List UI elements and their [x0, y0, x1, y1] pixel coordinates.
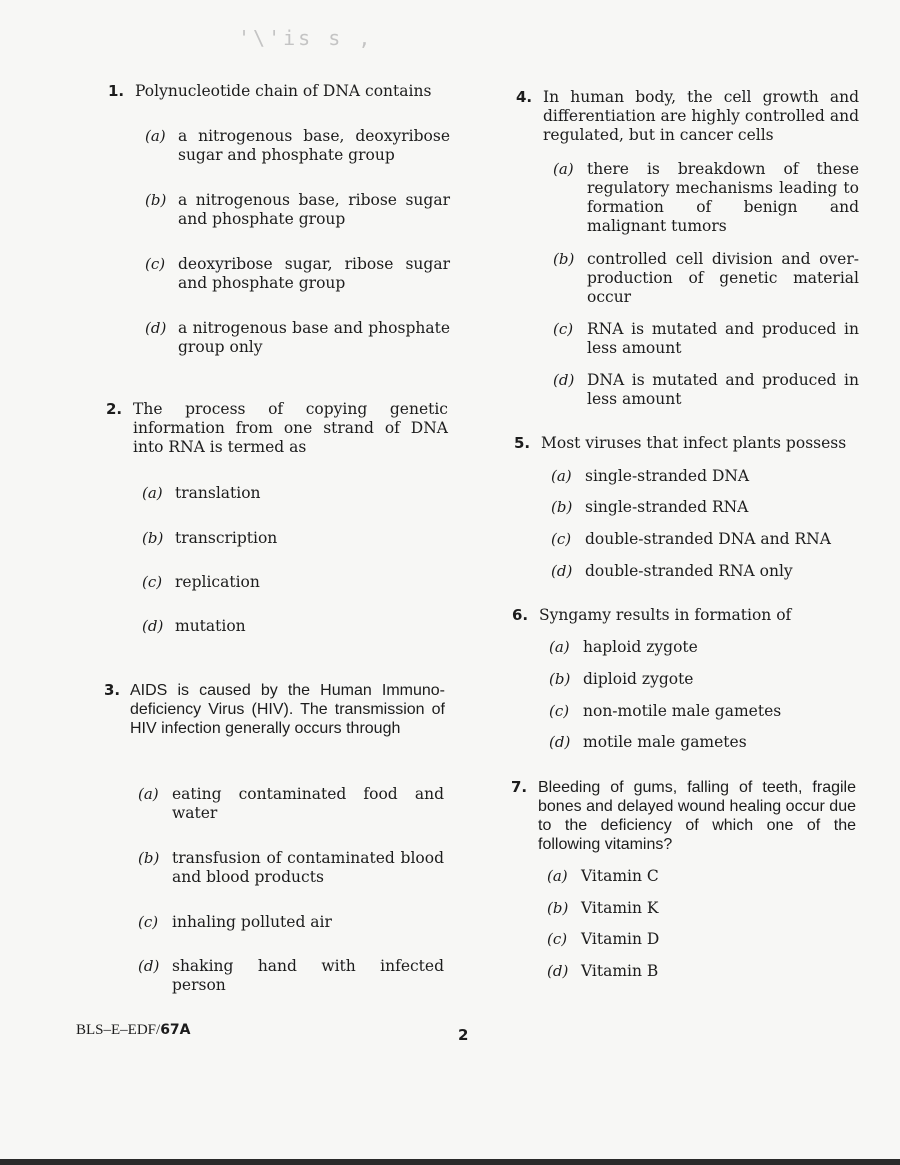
- booklet-code: [76, 1022, 191, 1039]
- option-text: non-motile male gametes: [583, 702, 782, 720]
- booklet-code-suffix: 67A: [160, 1022, 191, 1038]
- option-text: mutation: [175, 617, 246, 635]
- option-label: (c): [553, 320, 574, 338]
- option-text: single-stranded DNA: [585, 467, 750, 485]
- header-scribble: '\'is s ,: [238, 26, 374, 50]
- option-label: (d): [551, 562, 573, 580]
- booklet-code-prefix: BLS–E–EDF/: [76, 1022, 161, 1038]
- option-text: double-stranded DNA and RNA: [585, 530, 831, 548]
- option-text: replication: [175, 573, 260, 591]
- option-label: (b): [145, 191, 167, 209]
- option-label: (a): [547, 867, 568, 885]
- option-label: (b): [549, 670, 571, 688]
- question-text: The process of copying genetic information from one strand of DNA into RNA is termed as: [133, 400, 448, 456]
- option-text: Vitamin D: [581, 930, 660, 948]
- option-label: (c): [551, 530, 572, 548]
- option-label: (d): [553, 371, 575, 389]
- question-text: Most viruses that infect plants possess: [541, 434, 847, 452]
- question-number: 2.: [106, 400, 123, 418]
- question-number: 1.: [108, 82, 125, 100]
- option-text: a nitrogenous base and phosphate group only: [178, 319, 450, 356]
- option-label: (d): [547, 962, 569, 980]
- option-text: RNA is mutated and produced in less amount: [587, 320, 859, 357]
- option-label: (a): [142, 484, 163, 502]
- option-text: a nitrogenous base, ribose sugar and phosphate group: [178, 191, 450, 228]
- option-text: Vitamin B: [581, 962, 659, 980]
- question-number: 5.: [514, 434, 531, 452]
- question-number: 7.: [511, 778, 528, 796]
- option-text: inhaling polluted air: [172, 913, 332, 931]
- option-label: (a): [553, 160, 574, 178]
- option-text: DNA is mutated and produced in less amount: [587, 371, 859, 408]
- option-label: (d): [142, 617, 164, 635]
- option-text: eating contaminated food and water: [172, 785, 444, 822]
- option-label: (a): [549, 638, 570, 656]
- scan-edge-bar: [0, 1159, 900, 1165]
- option-text: motile male gametes: [583, 733, 747, 751]
- option-label: (d): [145, 319, 167, 337]
- option-text: haploid zygote: [583, 638, 698, 656]
- question-text: Bleeding of gums, falling of teeth, fragile bones and delayed wound healing occur due to the deficiency of which one of the following vitamins?: [538, 779, 856, 853]
- option-label: (c): [549, 702, 570, 720]
- option-label: (c): [138, 913, 159, 931]
- option-label: (b): [142, 529, 164, 547]
- option-text: transcription: [175, 529, 278, 547]
- option-label: (a): [138, 785, 159, 803]
- option-text: single-stranded RNA: [585, 498, 749, 516]
- option-text: shaking hand with infected person: [172, 957, 444, 994]
- page-number: 2: [458, 1026, 469, 1044]
- question-text: Syngamy results in formation of: [539, 606, 792, 624]
- option-label: (a): [551, 467, 572, 485]
- option-text: Vitamin K: [581, 899, 659, 917]
- question-text: In human body, the cell growth and differentiation are highly controlled and regulated, but in cancer cells: [543, 88, 859, 144]
- option-text: translation: [175, 484, 261, 502]
- option-label: (a): [145, 127, 166, 145]
- question-text: Polynucleotide chain of DNA contains: [135, 82, 432, 100]
- question-text: AIDS is caused by the Human Immuno-deficiency Virus (HIV). The transmission of HIV infection generally occurs through: [130, 682, 445, 737]
- option-text: there is breakdown of these regulatory mechanisms leading to formation of benign and malignant tumors: [587, 160, 859, 235]
- option-label: (c): [547, 930, 568, 948]
- option-text: transfusion of contaminated blood and blood products: [172, 849, 444, 886]
- option-text: a nitrogenous base, deoxyribose sugar and phosphate group: [178, 127, 450, 164]
- option-label: (b): [553, 250, 575, 268]
- option-text: Vitamin C: [581, 867, 659, 885]
- option-label: (c): [145, 255, 166, 273]
- question-number: 6.: [512, 606, 529, 624]
- option-label: (c): [142, 573, 163, 591]
- option-label: (b): [547, 899, 569, 917]
- option-text: diploid zygote: [583, 670, 694, 688]
- option-label: (d): [138, 957, 160, 975]
- option-label: (b): [551, 498, 573, 516]
- option-text: controlled cell division and over-production of genetic material occur: [587, 250, 859, 306]
- option-text: deoxyribose sugar, ribose sugar and phosphate group: [178, 255, 450, 292]
- option-text: double-stranded RNA only: [585, 562, 793, 580]
- question-number: 4.: [516, 88, 533, 106]
- option-label: (d): [549, 733, 571, 751]
- option-label: (b): [138, 849, 160, 867]
- question-number: 3.: [104, 681, 121, 699]
